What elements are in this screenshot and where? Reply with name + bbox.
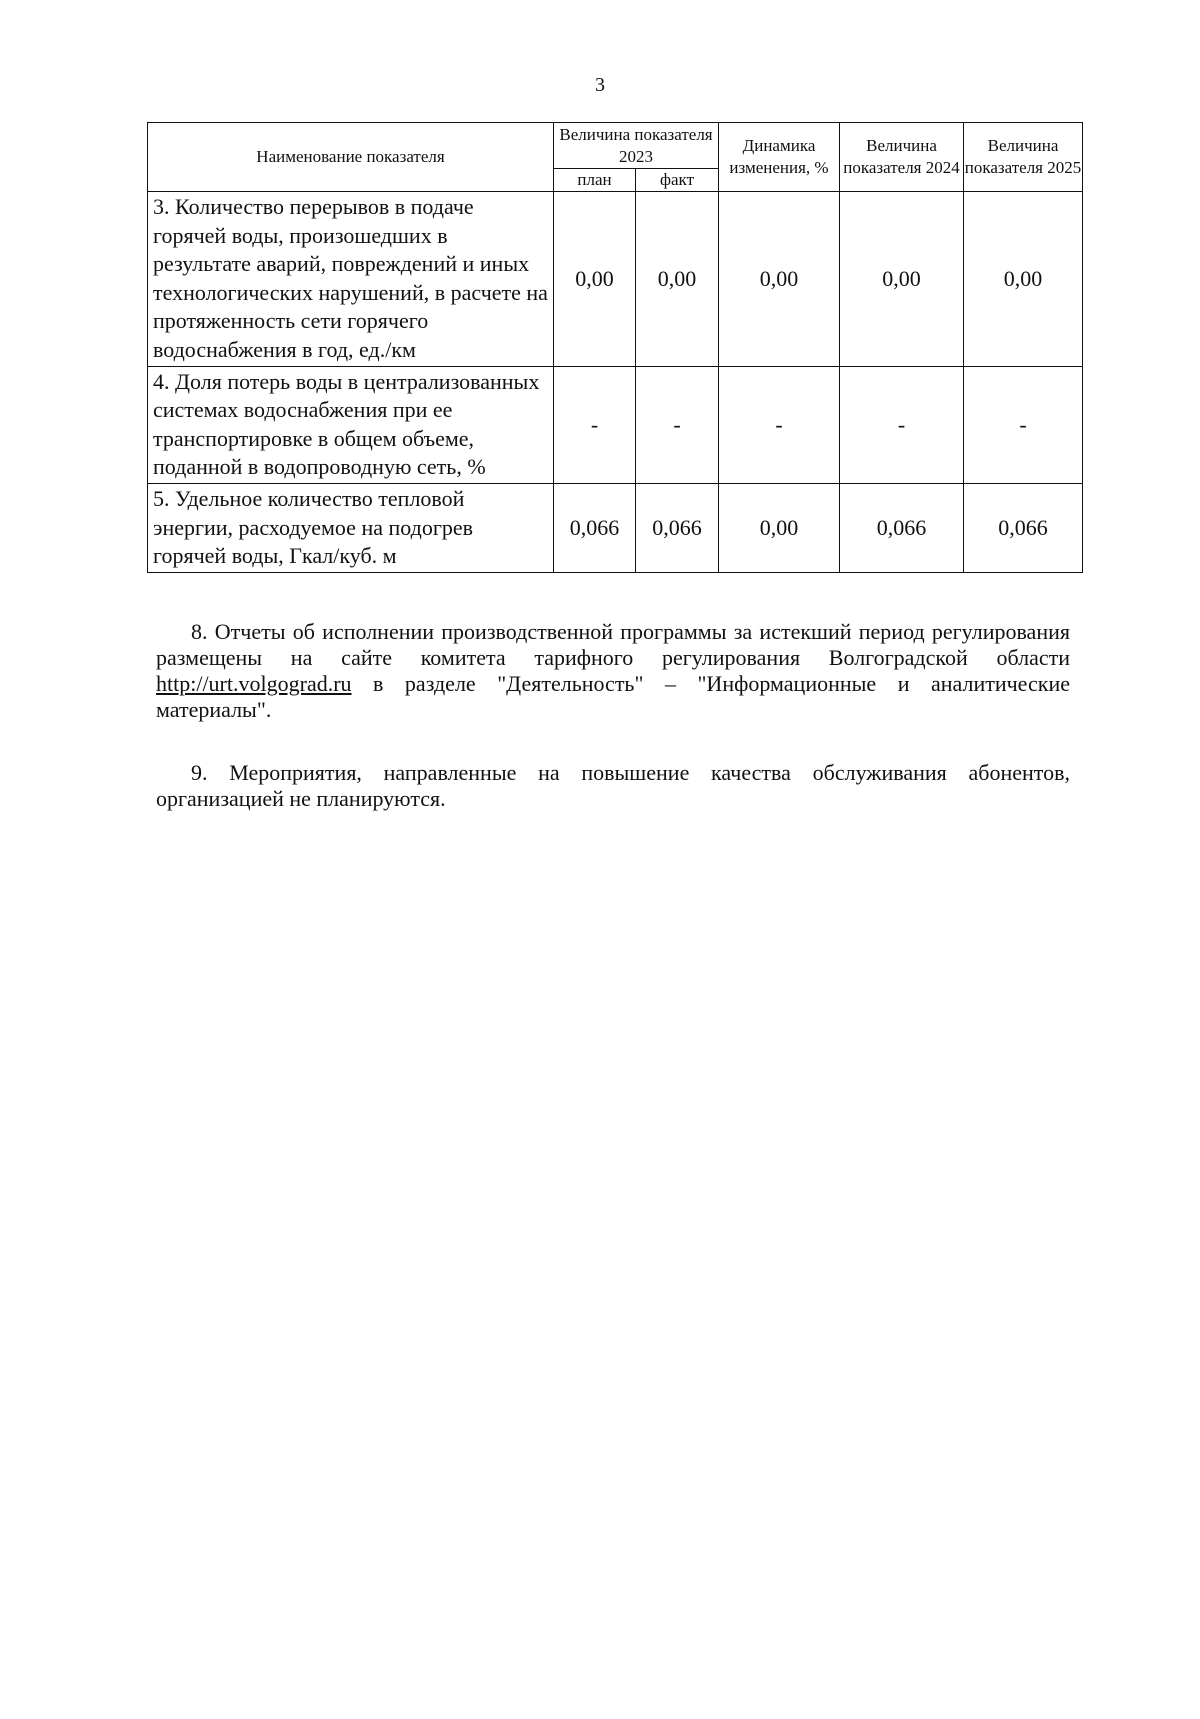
header-plan: план xyxy=(554,169,636,192)
row-plan-value: - xyxy=(554,366,636,483)
paragraph-8-text-start: 8. Отчеты об исполнении производственной программы за истекший период регулирования размещены на сайте комитета тарифного регулирования Волгоградской области xyxy=(156,619,1070,670)
row-dynamics-value: - xyxy=(719,366,840,483)
row-dynamics-value: 0,00 xyxy=(719,483,840,572)
row-indicator-name: 3. Количество перерывов в подаче горячей воды, произошедших в результате аварий, повреждений и иных технологических нарушений, в расчете на протяженность сети горячего водоснабжения в год, ед./км xyxy=(148,192,554,367)
paragraph-8-text-end: в разделе "Деятельность" – "Информационные и аналитические материалы". xyxy=(156,671,1070,722)
header-dynamics: Динамика изменения, % xyxy=(719,123,840,192)
row-indicator-name: 5. Удельное количество тепловой энергии, расходуемое на подогрев горячей воды, Гкал/куб. м xyxy=(148,483,554,572)
paragraph-9: 9. Мероприятия, направленные на повышение качества обслуживания абонентов, организацией не планируются. xyxy=(156,760,1070,811)
row-plan-value: 0,00 xyxy=(554,192,636,367)
header-value-2025: Величина показателя 2025 xyxy=(964,123,1083,192)
header-value-2023: Величина показателя 2023 xyxy=(554,123,719,169)
committee-website-link[interactable]: http://urt.volgograd.ru xyxy=(156,671,352,696)
row-indicator-name: 4. Доля потерь воды в централизованных системах водоснабжения при ее транспортировке в общем объеме, поданной в водопроводную сеть, % xyxy=(148,366,554,483)
row-fact-value: 0,00 xyxy=(636,192,719,367)
row-dynamics-value: 0,00 xyxy=(719,192,840,367)
indicators-table xyxy=(147,122,1083,573)
table-row xyxy=(148,192,1083,367)
table-row xyxy=(148,483,1083,572)
row-2024-value: - xyxy=(840,366,964,483)
header-fact: факт xyxy=(636,169,719,192)
row-2025-value: 0,00 xyxy=(964,192,1083,367)
header-indicator-name: Наименование показателя xyxy=(148,123,554,192)
row-plan-value: 0,066 xyxy=(554,483,636,572)
page-number: 3 xyxy=(595,74,605,96)
row-fact-value: - xyxy=(636,366,719,483)
row-fact-value: 0,066 xyxy=(636,483,719,572)
paragraph-8 xyxy=(156,619,1070,723)
row-2025-value: 0,066 xyxy=(964,483,1083,572)
header-value-2024: Величина показателя 2024 xyxy=(840,123,964,192)
table-row xyxy=(148,366,1083,483)
row-2024-value: 0,00 xyxy=(840,192,964,367)
row-2025-value: - xyxy=(964,366,1083,483)
row-2024-value: 0,066 xyxy=(840,483,964,572)
